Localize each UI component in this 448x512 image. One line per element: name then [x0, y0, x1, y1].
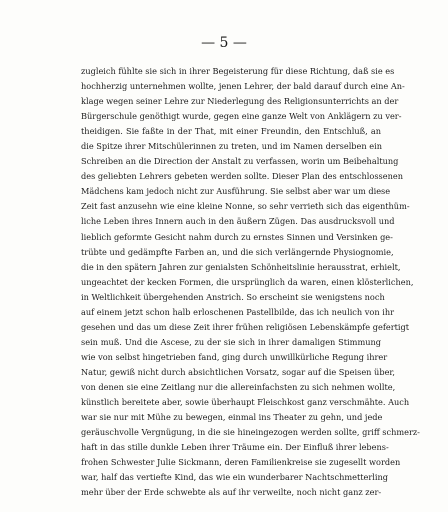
text-line: geräuschvolle Vergnügung, in die sie hineingezogen werden sollte, griff schmerz- — [81, 427, 420, 438]
text-line: in Weltlichkeit übergehenden Anstrich. So erscheint sie wenigstens noch — [81, 291, 385, 302]
text-line: war, half das vertiefte Kind, das wie ein wunderbarer Nachtschmetterling — [81, 472, 389, 483]
text-line: zugleich fühlte sie sich in ihrer Begeisterung für diese Richtung, daß sie es — [81, 66, 395, 76]
body-text — [81, 64, 420, 500]
text-line: Natur, gewiß nicht durch absichtlichen Vorsatz, sogar auf die Speisen über, — [81, 366, 396, 377]
text-line: lieblich geformte Gesicht nahm durch zu ernstes Sinnen und Versinken ge- — [81, 231, 393, 242]
text-line: trübte und gedämpfte Farben an, und die sich verlängernde Physiognomie, — [81, 246, 394, 257]
text-line: die Spitze ihrer Mitschülerinnen zu treten, und im Namen derselben ein — [81, 141, 383, 152]
text-line: von denen sie eine Zeitlang nur die allereinfachsten zu sich nehmen wollte, — [81, 381, 396, 392]
text-line: Bürgerschule genöthigt wurde, gegen eine ganze Welt von Anklägern zu ver- — [81, 111, 402, 122]
text-line: künstlich bereitete aber, sowie überhaupt Fleischkost ganz verschmähte. Auch — [81, 397, 410, 408]
text-line: frohen Schwester Julie Sickmann, deren Familienkreise sie zugesellt worden — [81, 457, 401, 468]
text-line: des geliebten Lehrers gebeten werden sollte. Dieser Plan des entschlossenen — [81, 171, 403, 182]
text-line: war sie nur mit Mühe zu bewegen, einmal ins Theater zu gehn, und jede — [81, 412, 383, 423]
text-line: liche Leben ihres Innern auch in den äußern Zügen. Das ausdrucksvoll und — [81, 216, 395, 227]
text-line: die in den spätern Jahren zur genialsten Schönheitslinie herausstrat, erhielt, — [81, 261, 401, 272]
text-line: Mädchens kam jedoch nicht zur Ausführung. Sie selbst aber war um diese — [81, 186, 391, 197]
text-line: sein muß. Und die Ascese, zu der sie sich in ihrer damaligen Stimmung — [81, 336, 381, 347]
text-line: auf einem jetzt schon halb erloschenen Pastellbilde, das ich neulich von ihr — [81, 306, 395, 317]
text-line: hochherzig unternehmen wollte, jenen Lehrer, der bald darauf durch eine An- — [81, 81, 405, 92]
text-line: haft in das stille dunkle Leben ihrer Träume ein. Der Einfluß ihrer lebens- — [81, 442, 389, 453]
text-line: gesehen und das um diese Zeit ihrer frühen religiösen Lebenskämpfe gefertigt — [81, 321, 410, 332]
page-number: — 5 — — [201, 35, 247, 51]
text-line: ungeachtet der kecken Formen, die ursprünglich da waren, einen klösterlichen, — [81, 276, 414, 287]
text-line: Schreiben an die Direction der Anstalt zu verfassen, worin um Beibehaltung — [81, 156, 399, 167]
text-line: theidigen. Sie faßte in der That, mit einer Freundin, den Entschluß, an — [81, 126, 381, 137]
text-line: Zeit fast anzusehn wie eine kleine Nonne, so sehr verrieth sich das eigenthüm- — [81, 201, 410, 212]
text-line: mehr über der Erde schwebte als auf ihr verweilte, noch nicht ganz zer- — [81, 487, 382, 498]
text-line: klage wegen seiner Lehre zur Niederlegung des Religionsunterrichts an der — [81, 96, 399, 107]
text-line: wie von selbst hingetrieben fand, ging durch unwillkürliche Regung ihrer — [81, 351, 388, 362]
